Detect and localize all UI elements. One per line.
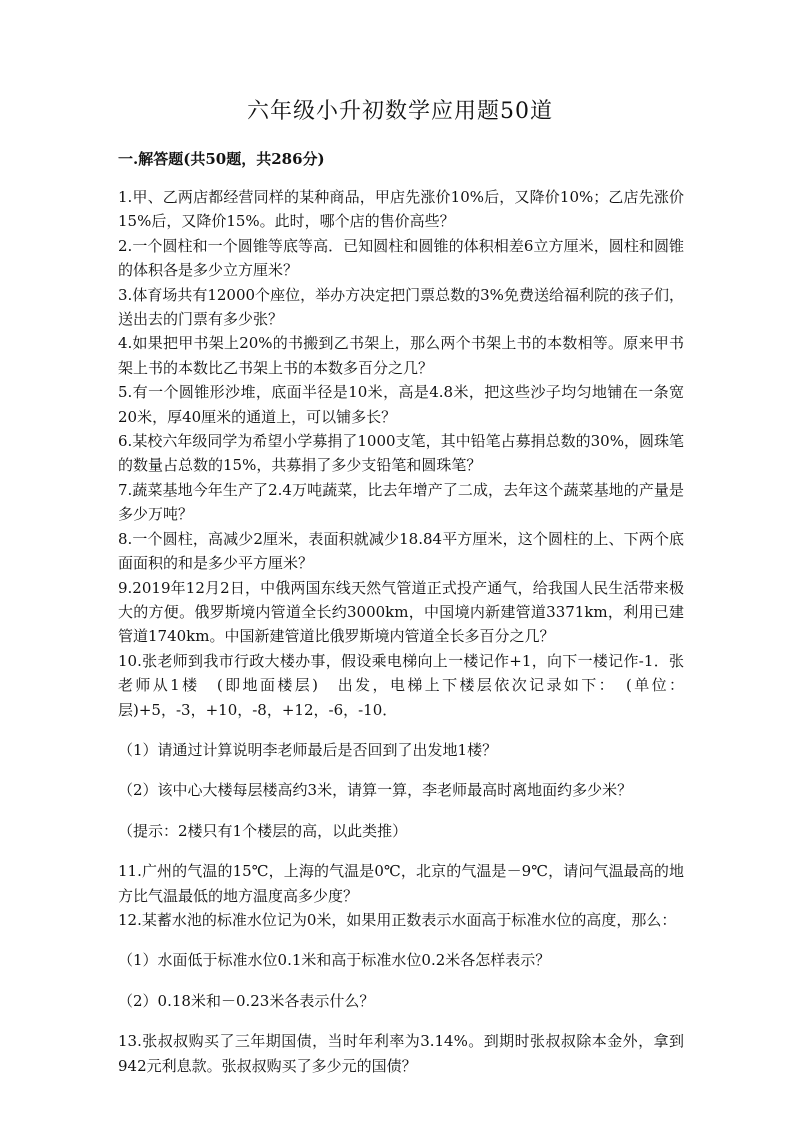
question-3: 3.体育场共有12000个座位，举办方决定把门票总数的3%免费送给福利院的孩子们，送出去的门票有多少张？ [118,285,684,329]
question-13: 13.张叔叔购买了三年期国债，当时年利率为3.14%。到期时张叔叔除本金外，拿到942元利息款。张叔叔购买了多少元的国债？ [118,1032,684,1075]
document-title: 六年级小升初数学应用题50道 [247,99,553,124]
question-11: 11.广州的气温的15℃，上海的气温是0℃，北京的气温是－9℃，请问气温最高的地方比气温最低的地方温度高多少度？ [118,862,684,905]
question-9: 9.2019年12月2日，中俄两国东线天然气管道正式投产通气，给我国人民生活带来极大的方便。俄罗斯境内管道全长约3000km，中国境内新建管道3371km，利用已建管道1740km。中国新建管道比俄罗斯境内管道全长多百分之几？ [118,578,684,646]
question-1: 1.甲、乙两店都经营同样的某种商品，甲店先涨价10%后，又降价10%；乙店先涨价15%后，又降价15%。此时，哪个店的售价高些？ [118,188,684,231]
question-10-part-1: （1）请通过计算说明李老师最后是否回到了出发地1楼？ [118,740,498,759]
question-5: 5.有一个圆锥形沙堆，底面半径是10米，高是4.8米，把这些沙子均匀地铺在一条宽20米，厚40厘米的通道上，可以铺多长？ [118,383,684,426]
question-4: 4.如果把甲书架上20%的书搬到乙书架上，那么两个书架上书的本数相等。原来甲书架上书的本数比乙书架上书的本数多百分之几？ [118,334,684,377]
question-12-part-2: （2）0.18米和－0.23米各表示什么？ [118,991,375,1010]
question-list [118,185,684,1078]
section-header: 一.解答题(共50题，共286分) [118,150,325,168]
question-12-part-1: （1）水面低于标准水位0.1米和高于标准水位0.2米各怎样表示？ [118,951,551,970]
question-10-hint: （提示：2楼只有1个楼层的高，以此类推） [118,821,408,840]
question-7: 7.蔬菜基地今年生产了2.4万吨蔬菜，比去年增产了二成，去年这个蔬菜基地的产量是多少万吨？ [118,480,684,524]
question-12: 12.某蓄水池的标准水位记为0米，如果用正数表示水面高于标准水位的高度，那么： [118,910,677,929]
question-2: 2.一个圆柱和一个圆锥等底等高．已知圆柱和圆锥的体积相差6立方厘米，圆柱和圆锥的体积各是多少立方厘米？ [118,236,684,280]
question-8: 8.一个圆柱，高减少2厘米，表面积就减少18.84平方厘米，这个圆柱的上、下两个底面面积的和是多少平方厘米？ [118,529,684,573]
question-10: 10.张老师到我市行政大楼办事，假设乘电梯向上一楼记作+1，向下一楼记作-1．张老师从1楼 (即地面楼层) 出发，电梯上下楼层依次记录如下： (单位：层)+5，-3，+10，-8，+12，-6，-10． [118,651,684,719]
question-10-part-2: （2）该中心大楼每层楼高约3米，请算一算，李老师最高时离地面约多少米？ [118,781,633,800]
question-6: 6.某校六年级同学为希望小学募捐了1000支笔，其中铅笔占募捐总数的30%，圆珠笔的数量占总数的15%，共募捐了多少支铅笔和圆珠笔？ [118,432,684,475]
